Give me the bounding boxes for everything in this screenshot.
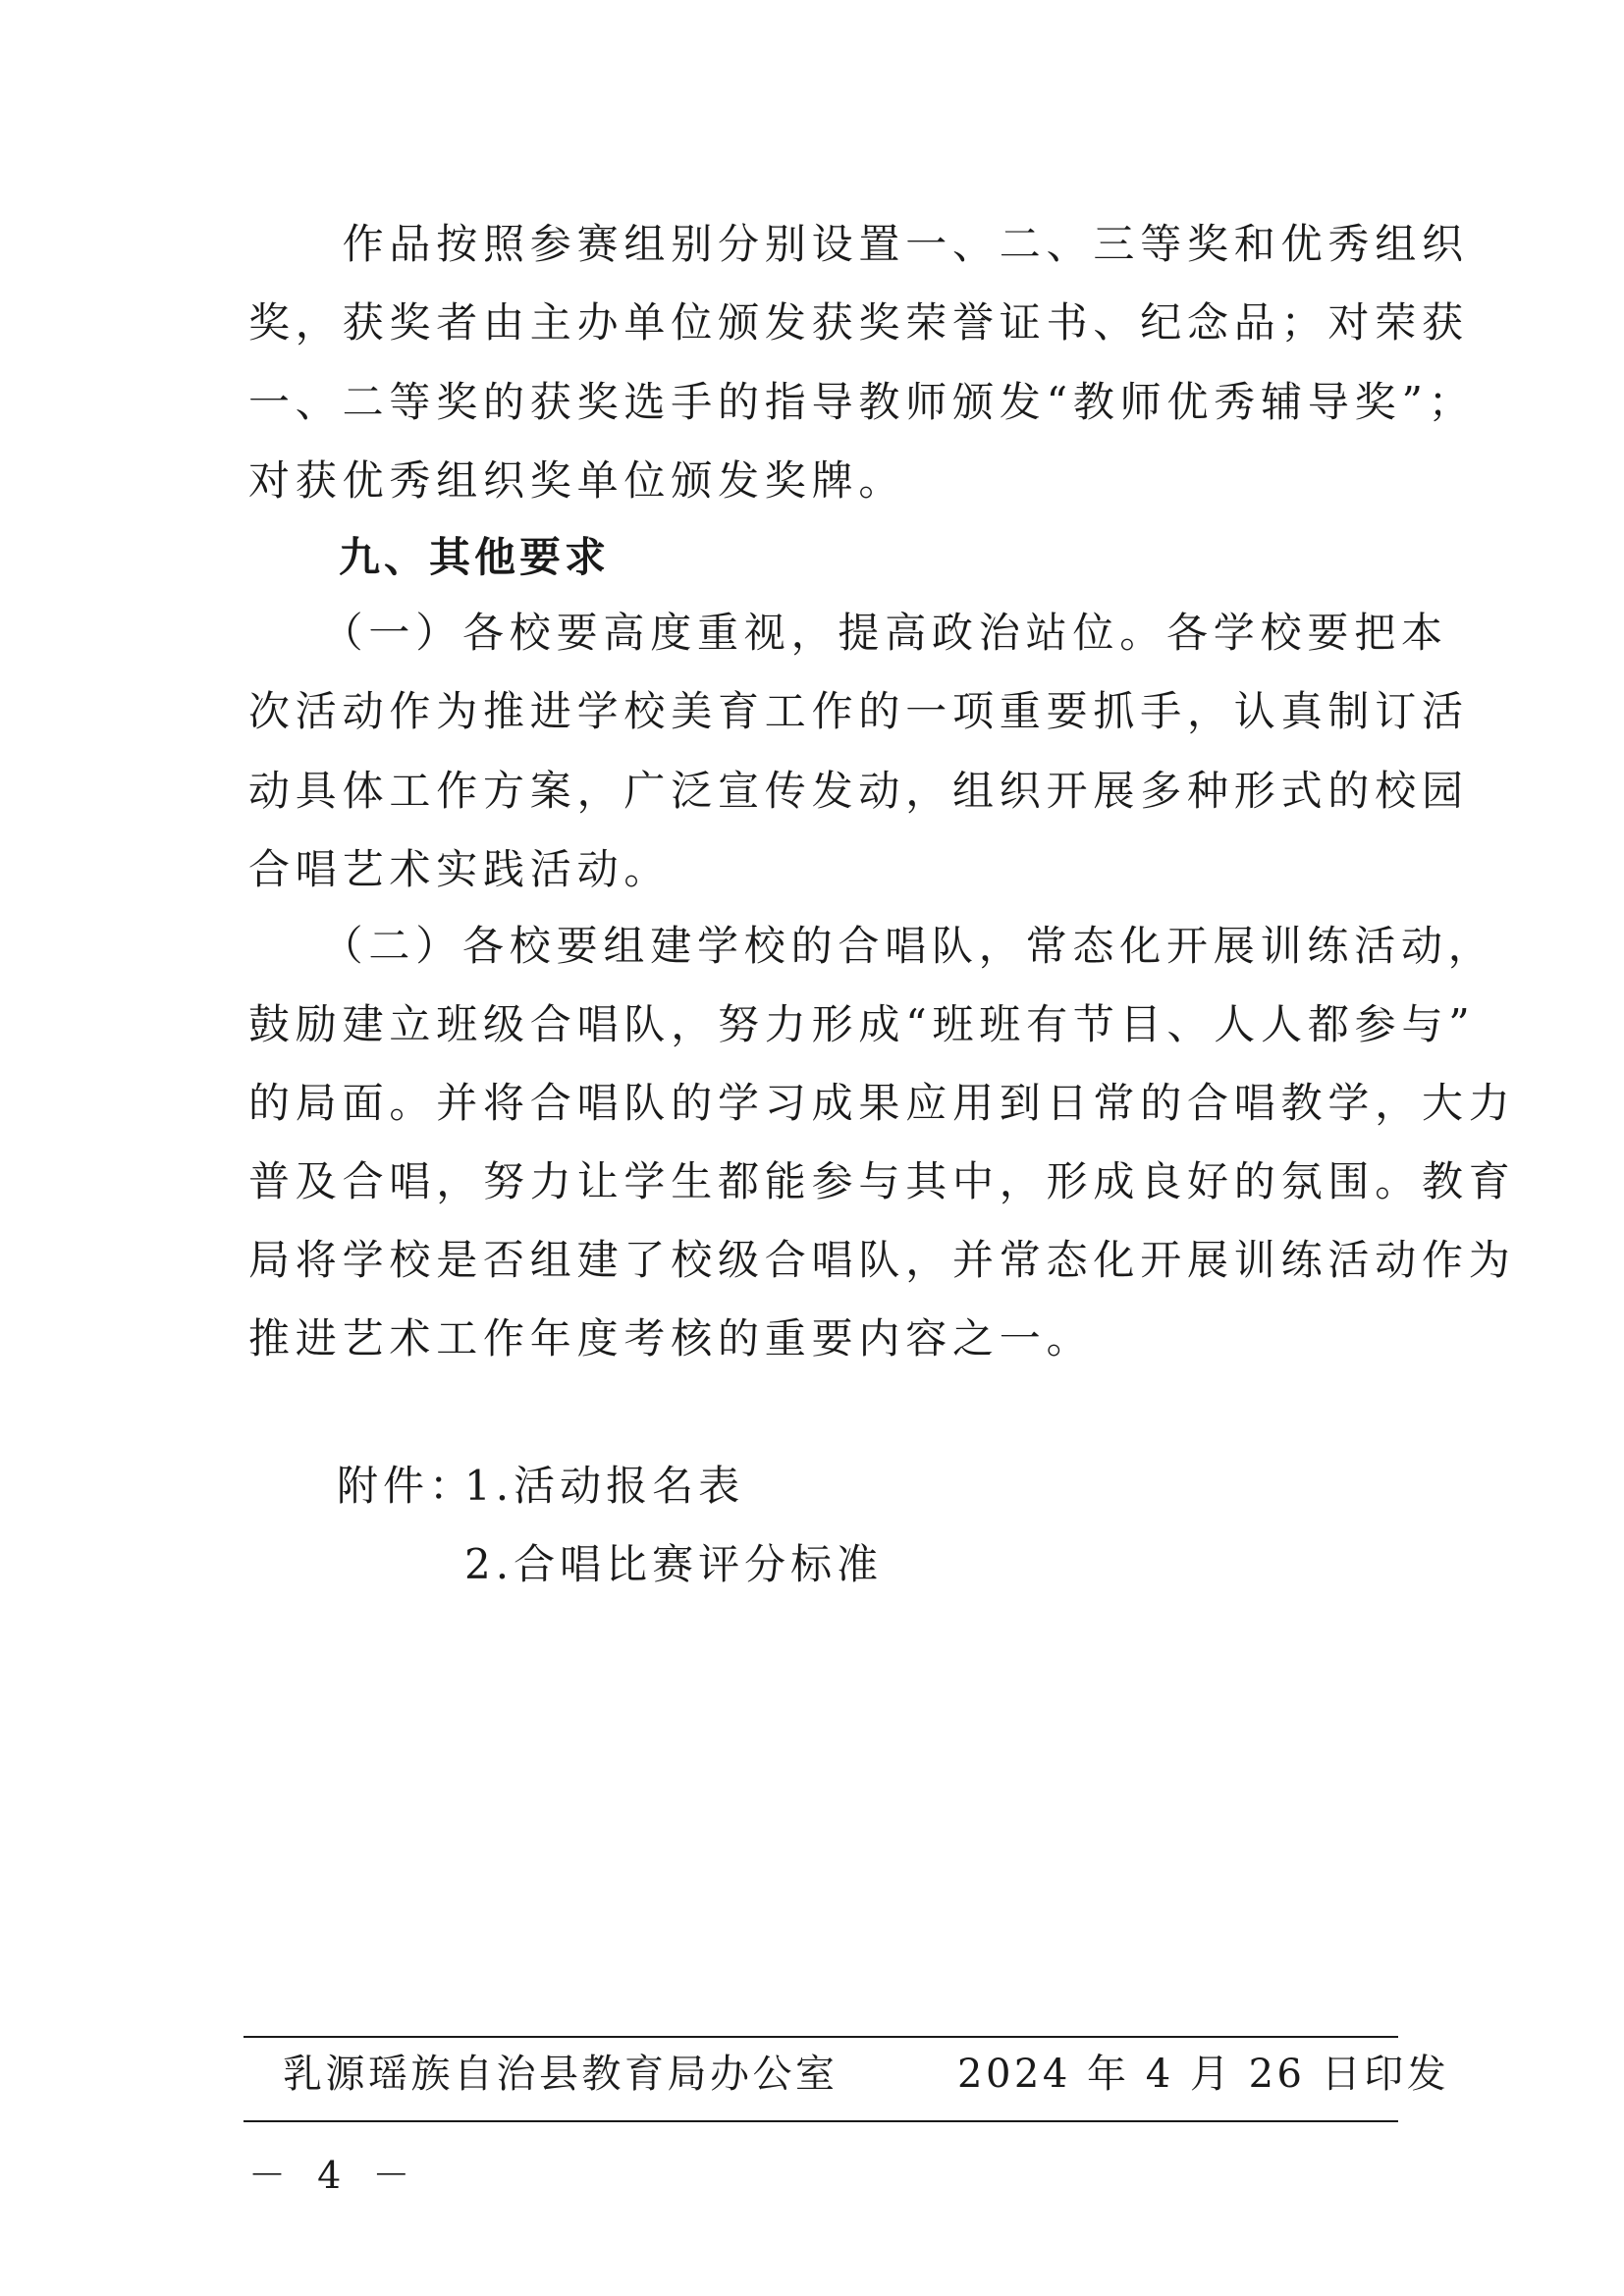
attachments-label: 附件：	[337, 1462, 476, 1510]
issuer: 乳源瑶族自治县教育局办公室	[283, 2052, 839, 2097]
attachment-item: 2.合唱比赛评分标准	[464, 1540, 884, 1588]
footer-top-rule	[244, 2036, 1398, 2038]
body-line: 推进艺术工作年度考核的重要内容之一。	[248, 1314, 1094, 1362]
body-line: 次活动作为推进学校美育工作的一项重要抓手，认真制订活	[248, 687, 1469, 735]
body-line: （二）各校要组建学校的合唱队，常态化开展训练活动，	[248, 922, 1495, 970]
body-line: 对获优秀组织奖单位颁发奖牌。	[248, 456, 906, 505]
body-line: 奖，获奖者由主办单位颁发获奖荣誉证书、纪念品；对荣获	[248, 298, 1469, 347]
body-line: 鼓励建立班级合唱队，努力形成“班班有节目、人人都参与”	[248, 1000, 1476, 1048]
body-line: 作品按照参赛组别分别设置一、二、三等奖和优秀组织	[248, 220, 1469, 268]
page-number: － 4 －	[248, 2154, 420, 2197]
section-heading: 九、其他要求	[248, 533, 611, 581]
body-line: 动具体工作方案，广泛宣传发动，组织开展多种形式的校园	[248, 767, 1469, 815]
body-line: 的局面。并将合唱队的学习成果应用到日常的合唱教学，大力	[248, 1079, 1516, 1127]
issue-date: 2024 年 4 月 26 日印发	[957, 2052, 1450, 2097]
body-line: 合唱艺术实践活动。	[248, 845, 672, 893]
body-line: 局将学校是否组建了校级合唱队，并常态化开展训练活动作为	[248, 1236, 1516, 1284]
body-line: （一）各校要高度重视，提高政治站位。各学校要把本	[248, 609, 1448, 657]
body-line: 普及合唱，努力让学生都能参与其中，形成良好的氛围。教育	[248, 1157, 1516, 1205]
body-line: 一、二等奖的获奖选手的指导教师颁发“教师优秀辅导奖”；	[248, 378, 1476, 426]
attachment-item: 1.活动报名表	[464, 1462, 745, 1510]
footer-bottom-rule	[244, 2120, 1398, 2122]
